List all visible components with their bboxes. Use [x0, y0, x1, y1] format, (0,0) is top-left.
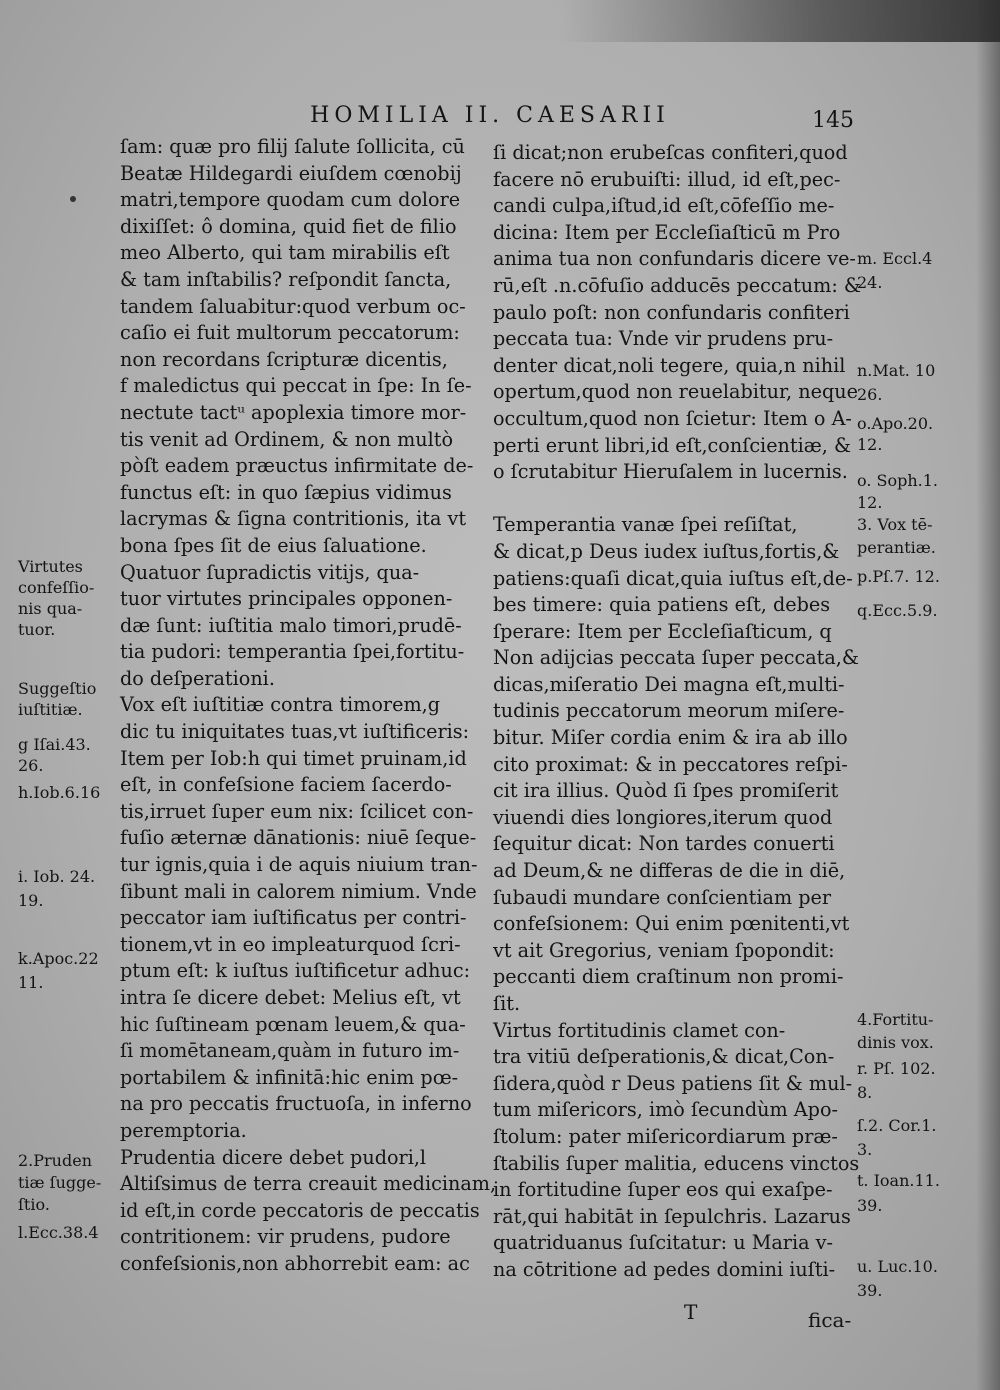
text-line: Non adijcias peccata ſuper peccata,& — [493, 646, 859, 670]
text-line: tur ignis,quia i de aquis niuium tran- — [120, 853, 478, 877]
margin-note: 26. — [18, 756, 44, 775]
text-line: matri,tempore quodam cum dolore — [120, 188, 461, 212]
margin-note: u. Luc.10. — [857, 1257, 938, 1276]
text-line: nectute tactᵘ apoplexia timore mor- — [120, 400, 467, 424]
ink-blot — [70, 196, 76, 202]
margin-note: q.Ecc.5.9. — [857, 601, 938, 620]
signature-mark: T — [684, 1300, 698, 1324]
text-line: facere nō erubuiſti: illud, id eſt,pec- — [493, 167, 841, 191]
text-line: peccator iam iuſtificatus per contri- — [120, 906, 467, 930]
text-line: dixiſſet: ô domina, quid fiet de filio — [120, 214, 457, 238]
margin-note: p.Pſ.7. 12. — [857, 567, 940, 586]
text-line: id eſt,in corde peccatoris de peccatis — [120, 1198, 480, 1222]
margin-note: 8. — [857, 1083, 873, 1102]
text-line: dic tu iniquitates tuas,vt iuſtificeris: — [120, 720, 470, 744]
text-line: ſidera,quòd r Deus patiens ſit & mul- — [493, 1071, 853, 1095]
text-line: peremptoria. — [120, 1118, 247, 1142]
margin-note: Virtutes — [18, 557, 83, 576]
text-line: functus eſt: in quo ſæpius vidimus — [120, 480, 452, 504]
text-line — [493, 486, 853, 513]
text-line: cito proximat: & in peccatores reſpi- — [493, 752, 848, 776]
text-line: ſibunt mali in calorem nimium. Vnde — [120, 879, 477, 903]
text-line: eſt, in confeſsione faciem ſacerdo- — [120, 773, 452, 797]
text-line: bes timere: quia patiens eſt, debes — [493, 593, 831, 617]
text-line: rū,eſt .n.cōfuſio adducēs peccatum: & — [493, 273, 861, 297]
margin-note: r. Pſ. 102. — [857, 1059, 936, 1078]
text-line: non recordans ſcripturæ dicentis, — [120, 347, 448, 371]
margin-note: 12. — [857, 435, 883, 454]
margin-note: o.Apo.20. — [857, 414, 934, 433]
text-line: dicas,miſeratio Dei magna eſt,multi- — [493, 672, 845, 696]
text-line: meo Alberto, qui tam mirabilis eſt — [120, 241, 450, 265]
text-line: contritionem: vir prudens, pudore — [120, 1225, 451, 1249]
margin-note: dinis vox. — [857, 1033, 934, 1052]
text-line: intra ſe dicere debet: Melius eſt, vt — [120, 986, 461, 1009]
text-line: caſio ei fuit multorum peccatorum: — [120, 321, 460, 345]
margin-note: 19. — [18, 891, 44, 910]
margin-note: h.Iob.6.16 — [18, 783, 101, 802]
text-line: fuſio æternæ dānationis: niuē ſeque- — [120, 826, 477, 850]
margin-note: t. Ioan.11. — [857, 1171, 940, 1190]
left-text-column — [120, 134, 497, 1278]
text-line: hic ſuſtineam pœnam leuem,& qua- — [120, 1012, 466, 1036]
text-line: patiens:quaſi dicat,quia iuſtus eſt,de- — [493, 566, 853, 590]
text-line: ſi dicat;non erubeſcas confiteri,quod — [493, 141, 848, 164]
margin-note: tiæ ſugge- — [18, 1173, 102, 1192]
text-line: tandem ſaluabitur:quod verbum oc- — [120, 294, 466, 318]
text-line: ptum eſt: k iuſtus iuſtificetur adhuc: — [120, 959, 471, 983]
text-line: tum miſericors, imò ſecundùm Apo- — [493, 1098, 838, 1122]
text-line: peccanti diem craſtinum non promi- — [493, 965, 844, 989]
text-line: perti erunt libri,id eſt,conſcientiæ, & — [493, 433, 852, 457]
text-line: tudinis peccatorum meorum miſere- — [493, 699, 845, 723]
text-line: occultum,quod non ſcietur: Item o A- — [493, 406, 852, 430]
text-line: ſubaudi mundare conſcientiam per — [493, 885, 832, 909]
text-line: tia pudori: temperantia ſpei,fortitu- — [120, 640, 465, 664]
margin-note: ſtio. — [18, 1195, 50, 1214]
margin-note: 39. — [857, 1281, 883, 1300]
text-line: Virtus fortitudinis clamet con- — [493, 1018, 786, 1042]
text-line: confeſsionis,non abhorrebit eam: ac — [120, 1251, 470, 1275]
text-line: confeſsionem: Qui enim pœnitenti,vt — [493, 912, 850, 936]
text-line: ſequitur dicat: Non tardes conuerti — [493, 832, 835, 856]
text-line: denter dicat,noli tegere, quia,n nihil — [493, 353, 846, 377]
text-line: portabilem & infinitā:hic enim pœ- — [120, 1065, 459, 1089]
text-line: dicina: Item per Eccleſiaſticū m Pro — [493, 220, 841, 244]
text-line: Prudentia dicere debet pudori,l — [120, 1145, 427, 1169]
text-line: viuendi dies longiores,iterum quod — [493, 805, 833, 829]
text-line: tuor virtutes principales opponen- — [120, 587, 453, 611]
running-title: HOMILIA II. CAESARII — [310, 103, 670, 128]
text-line: candi culpa,iſtud,id eſt,cōfeſſio me- — [493, 194, 835, 218]
page-shadow-right — [976, 0, 1000, 1390]
margin-note: o. Soph.1. — [857, 471, 939, 490]
margin-note: 2.Pruden — [18, 1151, 92, 1170]
margin-note: tuor. — [18, 620, 56, 639]
margin-note: nis qua- — [18, 599, 83, 618]
text-line: bitur. Miſer cordia enim & ira ab illo — [493, 726, 848, 750]
margin-note: 11. — [18, 973, 44, 992]
text-line: ſtolum: pater miſericordiarum præ- — [493, 1124, 838, 1148]
margin-note: 39. — [857, 1196, 883, 1215]
text-line: anima tua non confundaris dicere ve- — [493, 247, 856, 271]
text-line: ſit. — [493, 992, 521, 1015]
text-line: tis venit ad Ordinem, & non multò — [120, 427, 454, 451]
margin-note: confeſſio- — [18, 578, 95, 597]
right-text-column — [493, 140, 861, 1284]
margin-note: 4.Fortitu- — [857, 1010, 934, 1029]
text-line: Vox eſt iuſtitiæ contra timorem,g — [120, 693, 441, 717]
margin-note: m. Eccl.4 — [857, 249, 933, 268]
margin-note: perantiæ. — [857, 538, 936, 557]
margin-note: i. Iob. 24. — [18, 867, 96, 886]
margin-note: 12. — [857, 493, 883, 512]
page-shadow-top — [560, 0, 1000, 42]
margin-note: k.Apoc.22 — [18, 949, 99, 968]
margin-note: 24. — [857, 273, 883, 292]
text-line: Item per Iob:h qui timet pruinam,id — [120, 746, 467, 770]
text-line: do deſperationi. — [120, 666, 275, 690]
folio-number: 145 — [812, 108, 854, 133]
text-line: opertum,quod non reuelabitur, neque — [493, 380, 858, 404]
text-line: Temperantia vanæ ſpei reſiſtat, — [493, 513, 798, 537]
margin-note: ſ.2. Cor.1. — [857, 1116, 937, 1135]
margin-note: g Iſai.43. — [18, 735, 91, 754]
margin-note: n.Mat. 10 — [857, 361, 936, 380]
text-line: vt ait Gregorius, veniam ſpopondit: — [493, 938, 835, 962]
text-line: pòſt eadem præuctus infirmitate de- — [120, 454, 474, 478]
text-line: rāt,qui habitāt in ſepulchris. Lazarus — [493, 1204, 851, 1228]
margin-note: l.Ecc.38.4 — [18, 1223, 99, 1242]
text-line: tionem,vt in eo impleaturquod ſcri- — [120, 932, 461, 956]
margin-note: 3. Vox tē- — [857, 515, 933, 534]
text-line: in fortitudine ſuper eos qui exaſpe- — [493, 1178, 833, 1202]
text-line: f maledictus qui peccat in ſpe: In ſe- — [120, 374, 472, 398]
text-line: & tam inſtabilis? reſpondit ſancta, — [120, 267, 452, 291]
text-line: paulo poſt: non confundaris confiteri — [493, 300, 850, 324]
text-line: tis,irruet ſuper eum nix: ſcilicet con- — [120, 799, 474, 823]
text-line: quatriduanus ſuſcitatur: u Maria v- — [493, 1231, 833, 1255]
text-line: Altiſsimus de terra creauit medicinam, — [120, 1172, 497, 1196]
margin-note: 3. — [857, 1140, 873, 1159]
text-line: na cōtritione ad pedes domini iuſti- — [493, 1257, 836, 1281]
text-line: lacrymas & ſigna contritionis, ita vt — [120, 507, 467, 531]
text-line: ſperare: Item per Eccleſiaſticum, q — [493, 619, 832, 643]
text-line: cit ira illius. Quòd ſi ſpes promiſerit — [493, 779, 839, 803]
margin-note: iuſtitiæ. — [18, 700, 83, 719]
text-line: peccata tua: Vnde vir prudens pru- — [493, 327, 834, 351]
margin-note: 26. — [857, 385, 883, 404]
margin-note: Suggeſtio — [18, 679, 97, 698]
text-line: ſtabilis ſuper malitia, educens vinctos — [493, 1151, 860, 1175]
text-line: Quatuor ſupradictis vitijs, qua- — [120, 560, 420, 584]
text-line: ad Deum,& ne differas de die in diē, — [493, 859, 846, 883]
text-line: tra vitiū deſperationis,& dicat,Con- — [493, 1045, 835, 1069]
catchword: fica- — [808, 1308, 852, 1332]
text-line: na pro peccatis fructuoſa, in inferno — [120, 1092, 472, 1116]
text-line: o ſcrutabitur Hieruſalem in lucernis. — [493, 460, 848, 484]
text-line: dæ ſunt: iuſtitia malo timori,prudē- — [120, 613, 462, 637]
text-line: ſi momētaneam,quàm in futuro im- — [120, 1039, 460, 1063]
text-line: bona ſpes ſit de eius ſaluatione. — [120, 533, 427, 557]
text-line: ſam: quæ pro filij ſalute ſollicita, cū — [120, 135, 465, 158]
text-line: Beatæ Hildegardi eiuſdem cœnobij — [120, 161, 462, 185]
text-line: & dicat,p Deus iudex iuſtus,fortis,& — [493, 539, 840, 563]
